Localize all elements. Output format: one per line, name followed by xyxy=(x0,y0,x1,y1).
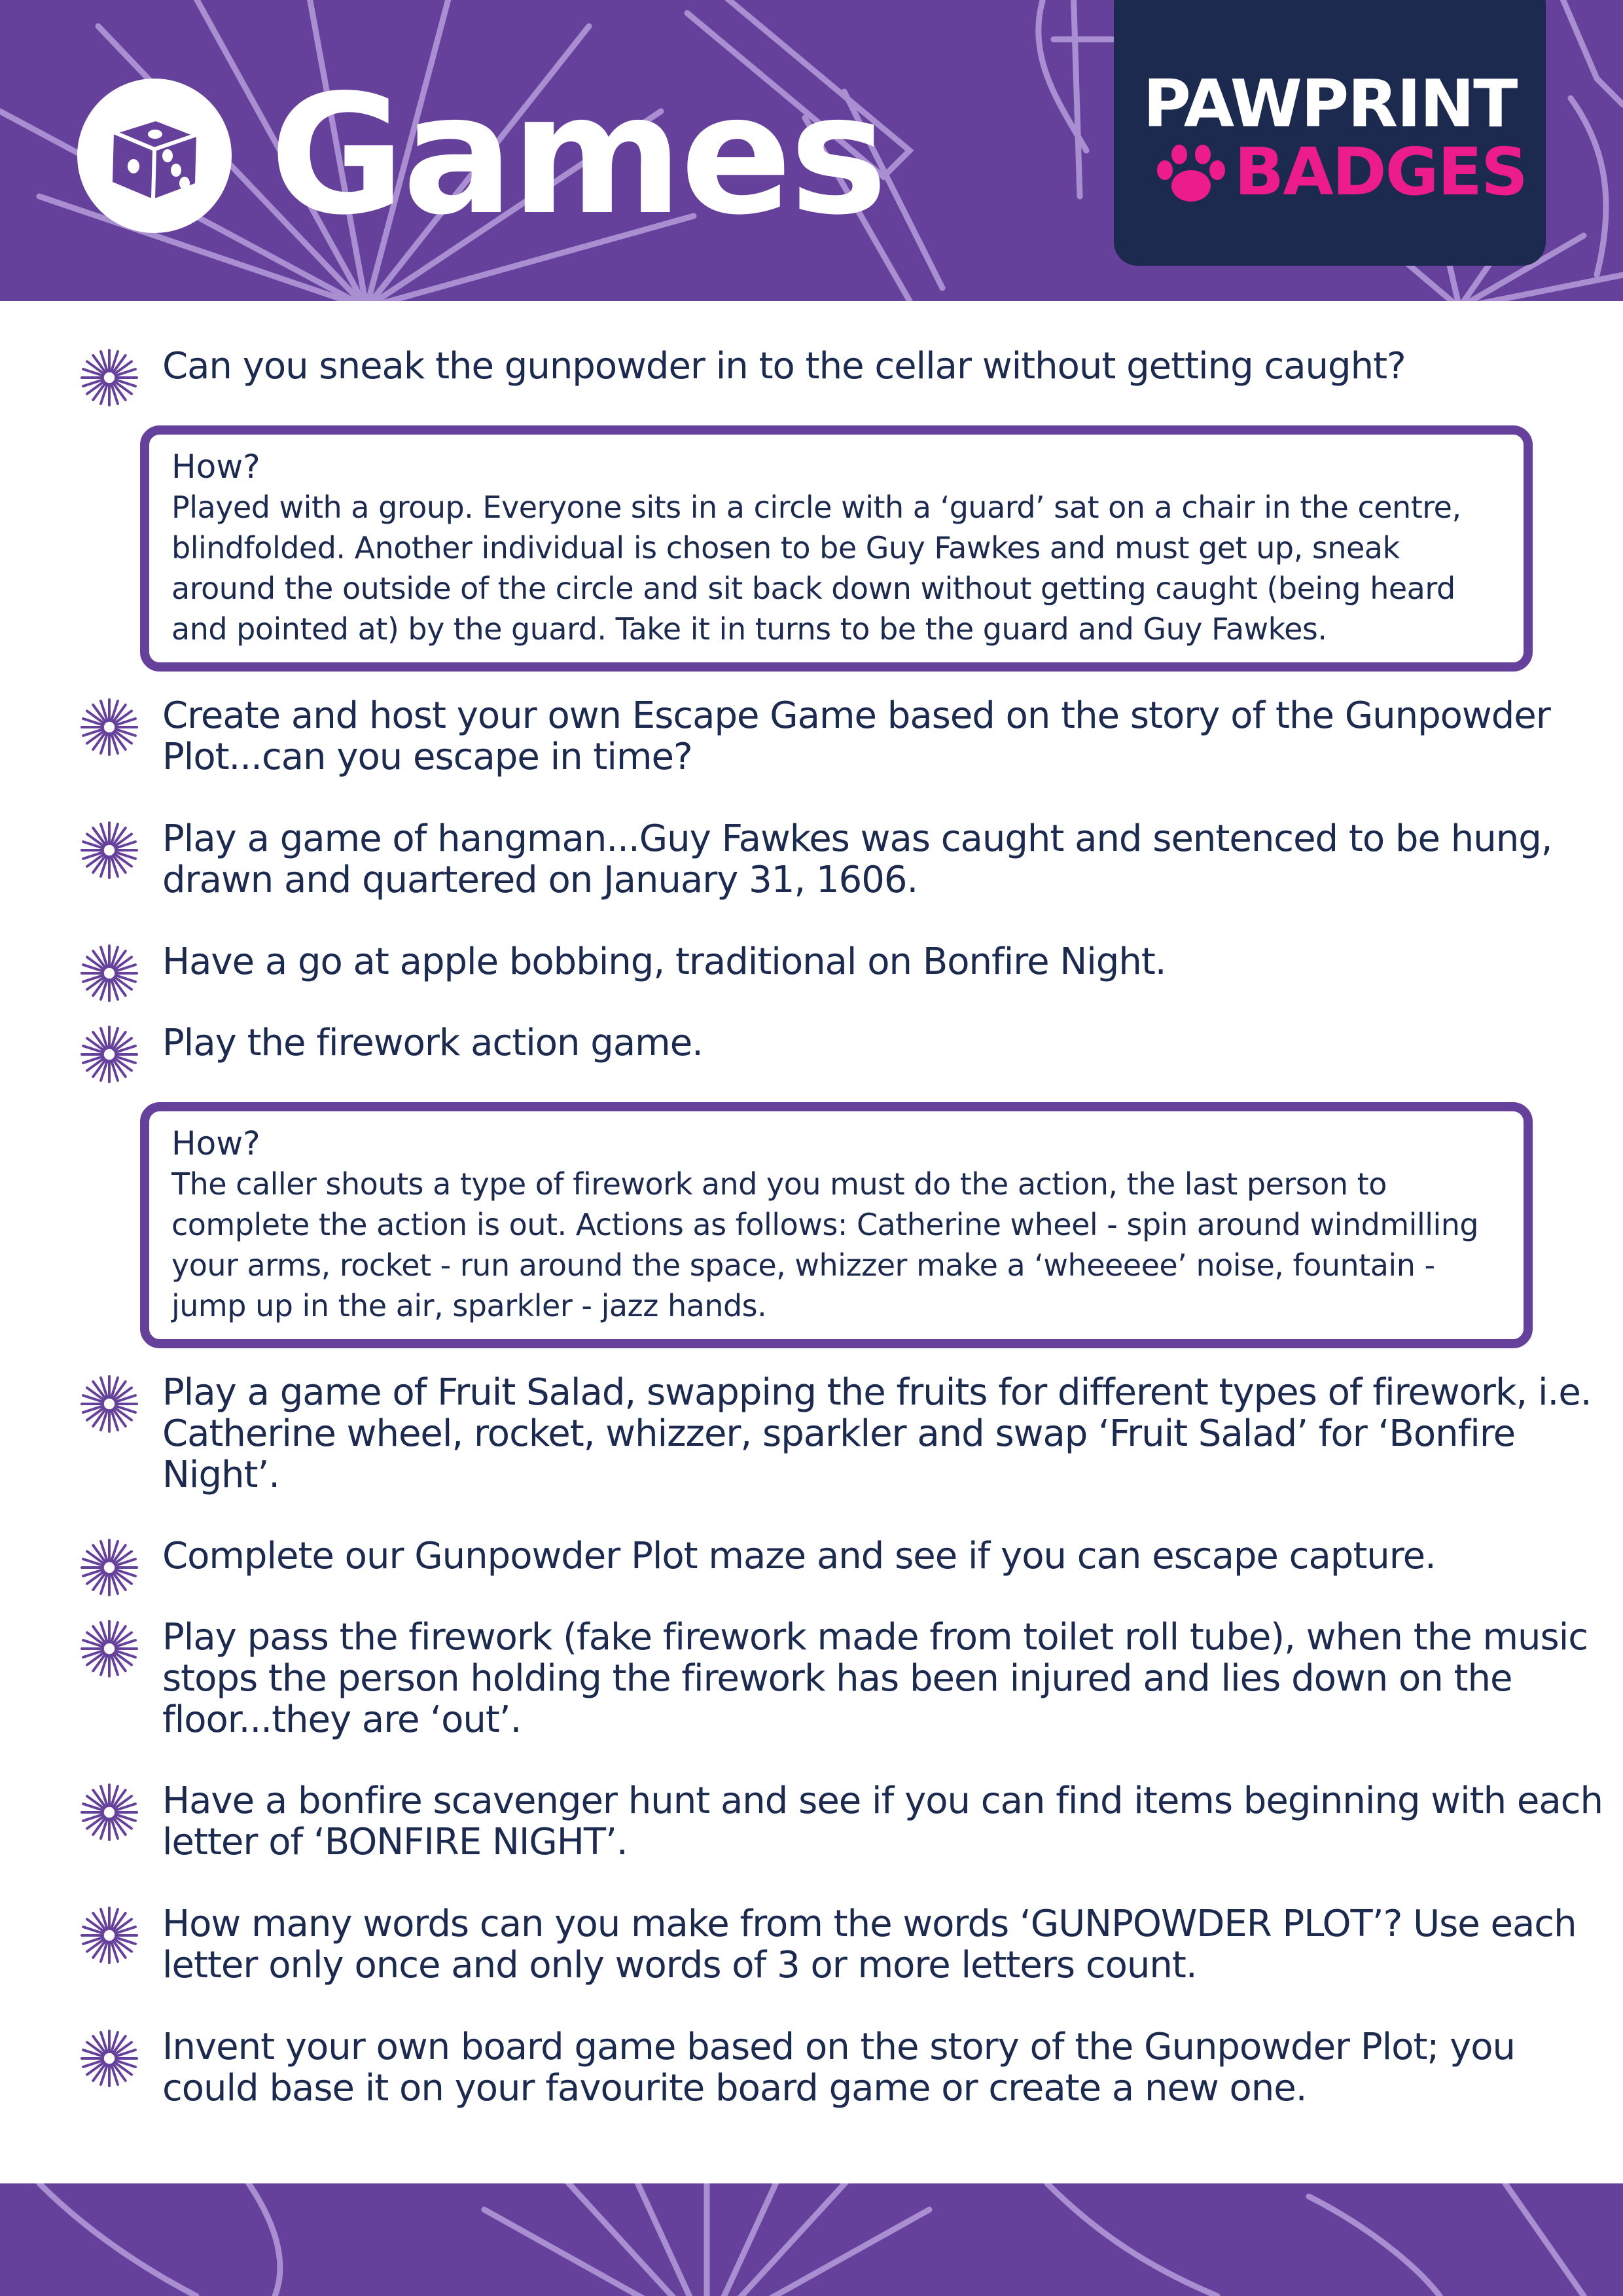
dice-icon xyxy=(77,79,232,233)
list-item-text: Play a game of hangman...Guy Fawkes was caught and sentenced to be hung, drawn and quartered on January 31, 1606. xyxy=(162,817,1552,901)
firework-bullet-icon xyxy=(80,944,139,1003)
list-item-text: Have a bonfire scavenger hunt and see if you can find items beginning with each letter of ‘BONFIRE NIGHT’. xyxy=(162,1780,1603,1863)
list-item-text: Invent your own board game based on the story of the Gunpowder Plot; you could base it on your favourite board game or create a new one. xyxy=(162,2026,1515,2109)
firework-bullet-icon xyxy=(80,1619,139,1678)
firework-pattern-decoration xyxy=(0,2183,1623,2296)
paw-icon xyxy=(1154,143,1228,206)
list-item-text: Play pass the firework (fake firework made from toilet roll tube), when the music stops the person holding the firework has been injured and lies down on the floor...they are ‘out’. xyxy=(162,1616,1588,1741)
footer-banner xyxy=(0,2183,1623,2296)
logo-wordmark-line1: PAWPRINT xyxy=(1143,65,1517,142)
how-box-label: How? xyxy=(171,448,260,486)
logo-wordmark-line2: BADGES xyxy=(1234,134,1527,210)
pawprint-badges-logo xyxy=(1114,0,1546,266)
page-title: Games xyxy=(270,60,885,251)
firework-bullet-icon xyxy=(80,698,139,757)
firework-bullet-icon xyxy=(80,1783,139,1842)
list-item-text: How many words can you make from the words ‘GUNPOWDER PLOT’? Use each letter only once and only words of 3 or more letters count. xyxy=(162,1903,1577,1986)
firework-bullet-icon xyxy=(80,2029,139,2088)
header-banner xyxy=(0,0,1623,301)
firework-bullet-icon xyxy=(80,1025,139,1084)
dice-icon-badge xyxy=(77,79,232,233)
firework-bullet-icon xyxy=(80,1538,139,1597)
how-box-body: Played with a group. Everyone sits in a circle with a ‘guard’ sat on a chair in the centre, blindfolded. Another individual is chosen to be Guy Fawkes and must get up, sneak around the outside of the circle and sit back down without getting caught (being heard and pointed at) by the guard. Take it in turns to be the guard and Guy Fawkes. xyxy=(171,490,1461,647)
how-box-body: The caller shouts a type of firework and you must do the action, the last person to complete the action is out. Actions as follows: Catherine wheel - spin around windmilling your arms, rocket - run around the space, whizzer make a ‘wheeeee’ noise, fountain - jump up in the air, sparkler - jazz hands. xyxy=(171,1166,1479,1323)
how-box xyxy=(140,425,1533,672)
firework-bullet-icon xyxy=(80,1906,139,1965)
list-item-text: Complete our Gunpowder Plot maze and see if you can escape capture. xyxy=(162,1535,1436,1577)
list-item-text: Can you sneak the gunpowder in to the cellar without getting caught? xyxy=(162,345,1406,387)
how-box xyxy=(140,1102,1533,1348)
list-item-text: Create and host your own Escape Game based on the story of the Gunpowder Plot...can you escape in time? xyxy=(162,694,1550,778)
firework-bullet-icon xyxy=(80,348,139,407)
list-item-text: Play a game of Fruit Salad, swapping the fruits for different types of firework, i.e. Catherine wheel, rocket, whizzer, sparkler and swap ‘Fruit Salad’ for ‘Bonfire Night’. xyxy=(162,1371,1592,1496)
firework-bullet-icon xyxy=(80,1374,139,1433)
how-box-label: How? xyxy=(171,1124,260,1162)
list-item-text: Play the firework action game. xyxy=(162,1022,703,1064)
list-item-text: Have a go at apple bobbing, traditional on Bonfire Night. xyxy=(162,941,1166,983)
firework-bullet-icon xyxy=(80,821,139,880)
